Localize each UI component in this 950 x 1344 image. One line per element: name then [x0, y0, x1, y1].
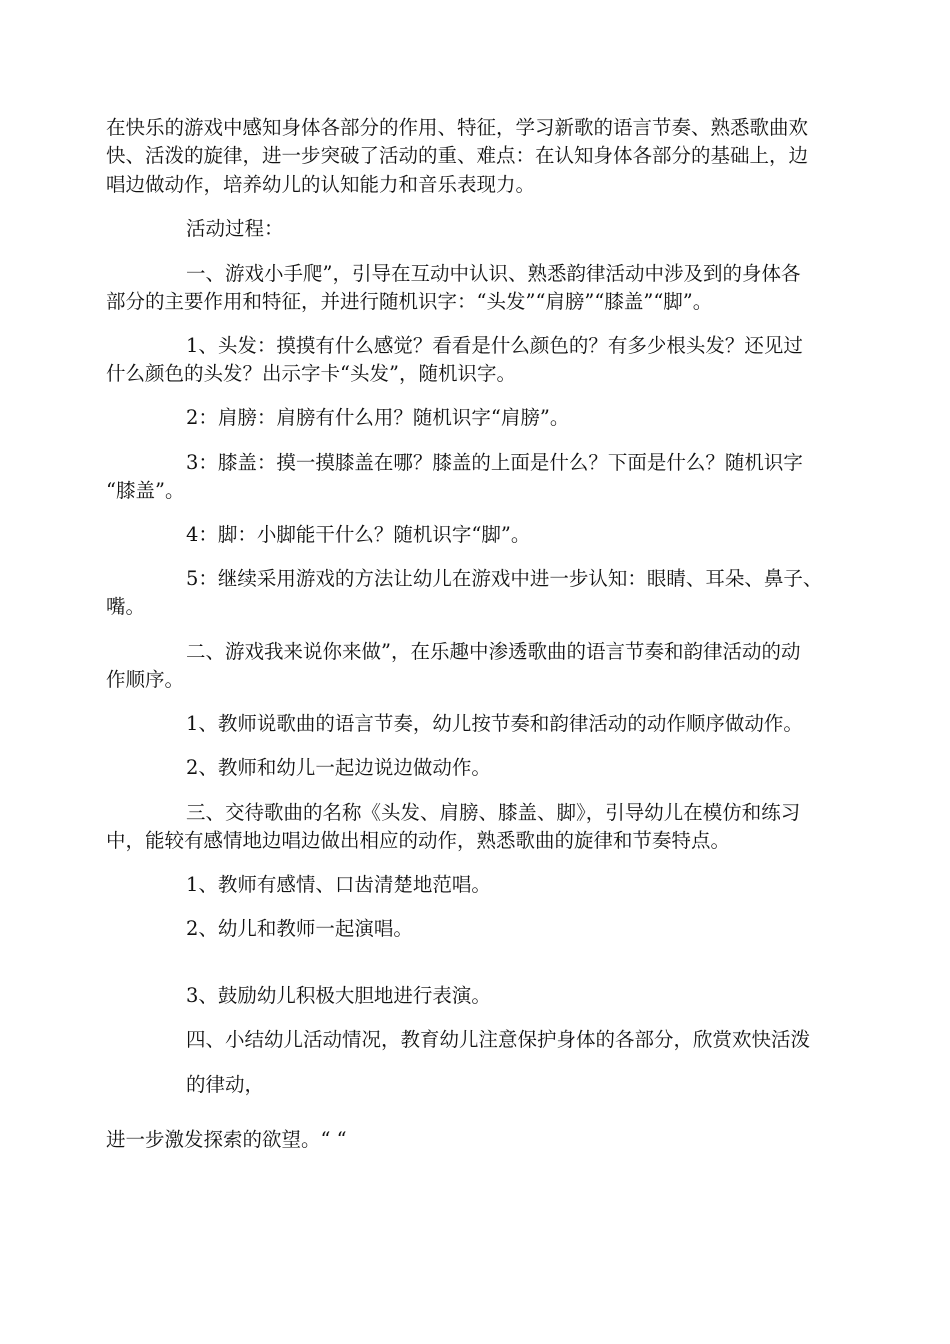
text-line: 3：膝盖：摸一摸膝盖在哪？膝盖的上面是什么？下面是什么？随机识字 — [186, 451, 803, 474]
text-line: 快、活泼的旋律，进一步突破了活动的重、难点：在认知身体各部分的基础上，边 — [106, 144, 809, 167]
text-line: 一、游戏小手爬”，引导在互动中认识、熟悉韵律活动中涉及到的身体各 — [186, 262, 801, 285]
text-line: 1、教师有感情、口齿清楚地范唱。 — [186, 873, 491, 896]
text-line: 1、头发：摸摸有什么感觉？看看是什么颜色的？有多少根头发？还见过 — [186, 334, 803, 357]
text-line: “膝盖”。 — [106, 479, 185, 502]
text-line: 什么颜色的头发？出示字卡“头发”，随机识字。 — [106, 362, 516, 385]
section-heading: 活动过程： — [186, 217, 284, 240]
text-line: 在快乐的游戏中感知身体各部分的作用、特征，学习新歌的语言节奏、熟悉歌曲欢 — [106, 116, 809, 139]
text-line: 三、交待歌曲的名称《头发、肩膀、膝盖、脚》，引导幼儿在模仿和练习 — [186, 801, 801, 824]
text-line: 作顺序。 — [106, 668, 185, 691]
text-line: 的律动， — [186, 1073, 265, 1096]
text-line: 4：脚：小脚能干什么？随机识字“脚”。 — [186, 523, 531, 546]
text-line: 2、幼儿和教师一起演唱。 — [186, 917, 413, 940]
text-line: 2：肩膀：肩膀有什么用？随机识字“肩膀”。 — [186, 406, 570, 429]
text-line: 四、小结幼儿活动情况，教育幼儿注意保护身体的各部分，欣赏欢快活泼 — [186, 1028, 811, 1051]
text-line: 二、游戏我来说你来做”，在乐趣中渗透歌曲的语言节奏和韵律活动的动 — [186, 640, 801, 663]
text-line: 3、鼓励幼儿积极大胆地进行表演。 — [186, 984, 491, 1007]
text-line: 1、教师说歌曲的语言节奏，幼儿按节奏和韵律活动的动作顺序做动作。 — [186, 712, 803, 735]
text-line: 进一步激发探索的欲望。“ “ — [106, 1128, 347, 1151]
text-line: 部分的主要作用和特征，并进行随机识字：“头发”“肩膀”“膝盖”“脚”。 — [106, 290, 713, 313]
text-line: 中，能较有感情地边唱边做出相应的动作，熟悉歌曲的旋律和节奏特点。 — [106, 829, 731, 852]
text-line: 2、教师和幼儿一起边说边做动作。 — [186, 756, 491, 779]
text-line: 5：继续采用游戏的方法让幼儿在游戏中进一步认知：眼睛、耳朵、鼻子、 — [186, 567, 823, 590]
text-line: 嘴。 — [106, 595, 146, 618]
text-line: 唱边做动作，培养幼儿的认知能力和音乐表现力。 — [106, 173, 536, 196]
